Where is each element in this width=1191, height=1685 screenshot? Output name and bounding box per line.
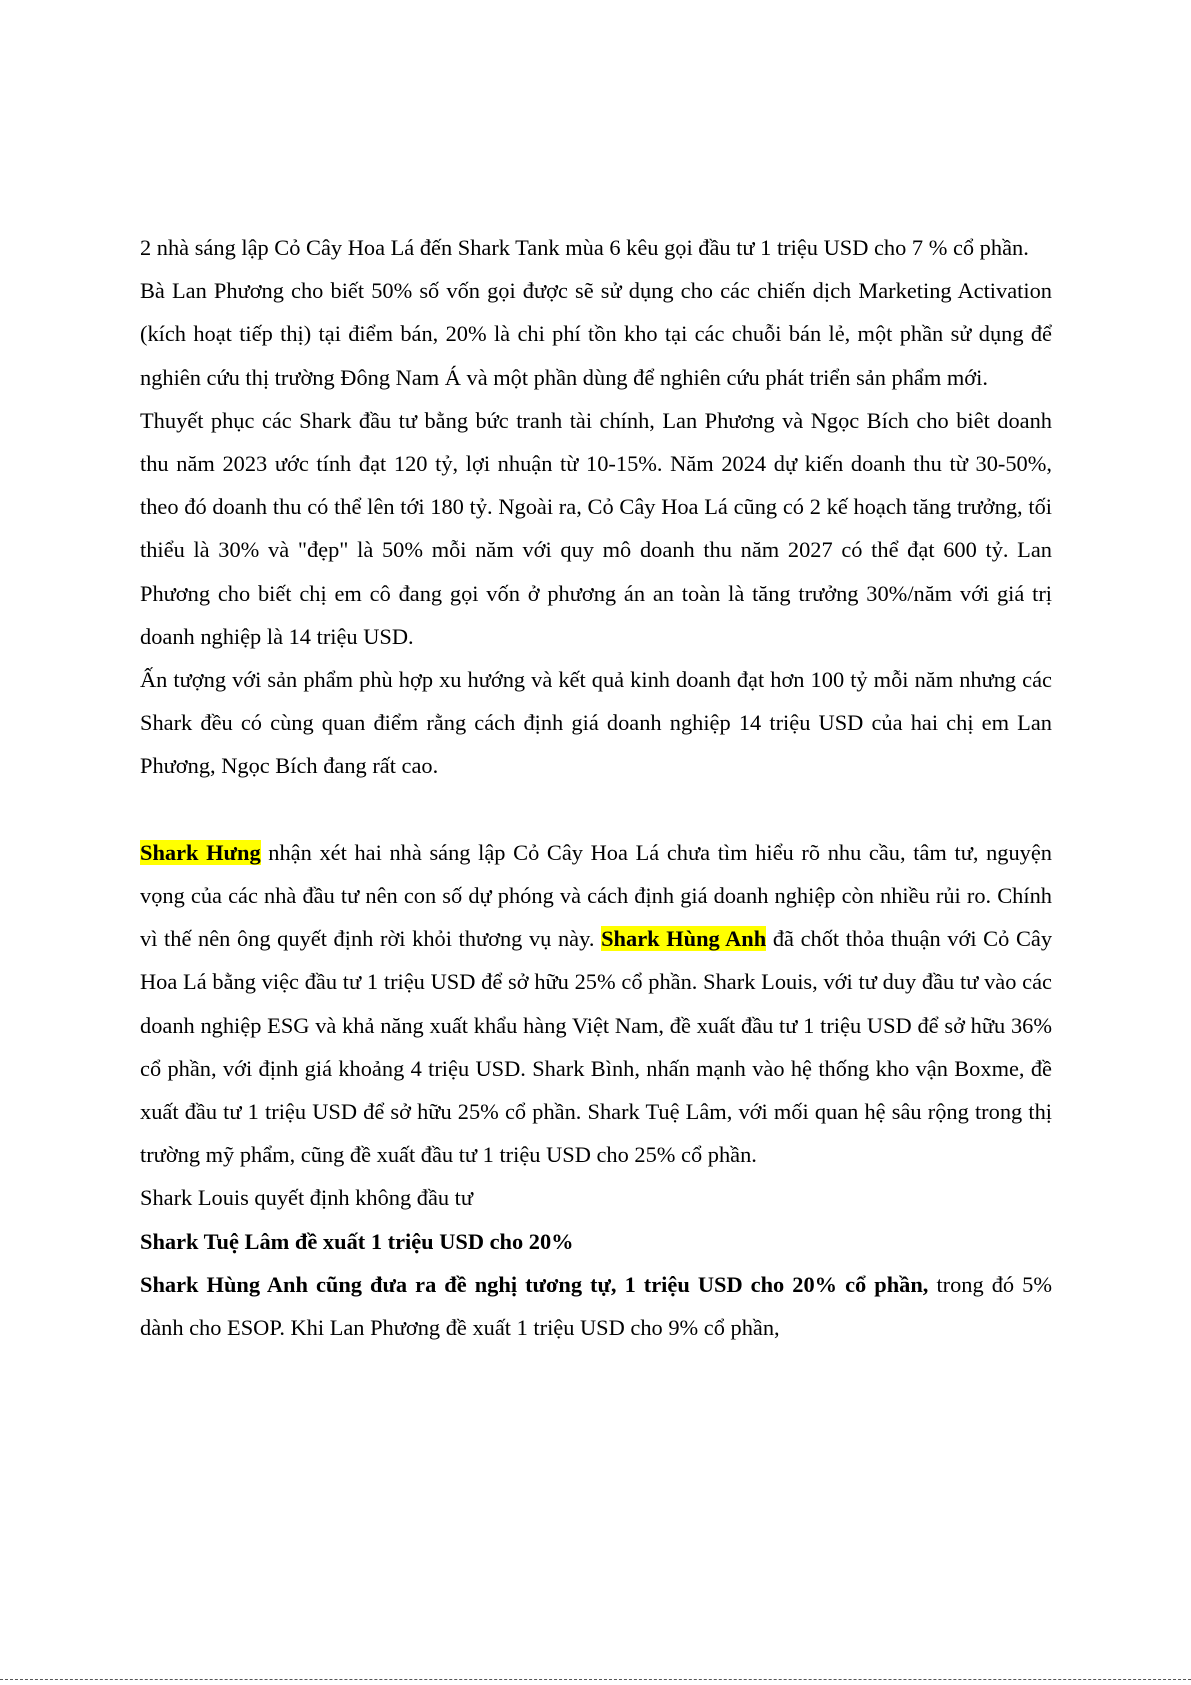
paragraph-hung-anh-offer-bold: Shark Hùng Anh cũng đưa ra đề nghị tương tự, 1 triệu USD cho 20% cổ phần,: [140, 1271, 929, 1297]
paragraph-shark-offers-text-2: đã chốt thỏa thuận với Cỏ Cây Hoa Lá bằng việc đầu tư 1 triệu USD để sở hữu 25% cổ phần. Shark Louis, với tư duy đầu tư vào các doanh nghiệp ESG và khả năng xuất khẩu hàng Việt Nam, đề xuất đầu tư 1 triệu USD để sở hữu 36% cổ phần, với định giá khoảng 4 triệu USD. Shark Bình, nhấn mạnh vào hệ thống kho vận Boxme, đề xuất đầu tư 1 triệu USD để sở hữu 25% cổ phần. Shark Tuệ Lâm, với mối quan hệ sâu rộng trong thị trường mỹ phẩm, cũng đề xuất đầu tư 1 triệu USD cho 25% cổ phần.: [140, 926, 1053, 1168]
paragraph-hung-anh-offer-text: trong đó 5% dành cho ESOP. Khi Lan Phương đề xuất 1 triệu USD cho 9% cổ phần,: [140, 1271, 1053, 1341]
paragraph-shark-offers-text-1: nhận xét hai nhà sáng lập Cỏ Cây Hoa Lá chưa tìm hiểu rõ nhu cầu, tâm tư, nguyện vọng của các nhà đầu tư nên con số dự phóng và cách định giá doanh nghiệp còn nhiều rủi ro. Chính vì thế nên ông quyết định rời khỏi thương vụ này.: [140, 839, 1052, 952]
paragraph-tue-lam-offer: Shark Tuệ Lâm đề xuất 1 triệu USD cho 20%: [140, 1228, 574, 1254]
paragraph-intro: 2 nhà sáng lập Cỏ Cây Hoa Lá đến Shark Tank mùa 6 kêu gọi đầu tư 1 triệu USD cho 7 % cổ phần.: [140, 235, 1029, 260]
paragraph-financials: Thuyết phục các Shark đầu tư bằng bức tranh tài chính, Lan Phương và Ngọc Bích cho biêt doanh thu năm 2023 ước tính đạt 120 tỷ, lợi nhuận từ 10-15%. Năm 2024 dự kiến doanh thu từ 30-50%, theo đó doanh thu có thể lên tới 180 tỷ. Ngoài ra, Cỏ Cây Hoa Lá cũng có 2 kế hoạch tăng trưởng, tối thiểu là 30% và "đẹp" là 50% mỗi năm với quy mô doanh thu năm 2027 có thể đạt 600 tỷ. Lan Phương cho biết chị em cô đang gọi vốn ở phương án an toàn là tăng trưởng 30%/năm với giá trị doanh nghiệp là 14 triệu USD.: [140, 407, 1052, 649]
paragraph-capital-use: Bà Lan Phương cho biết 50% số vốn gọi được sẽ sử dụng cho các chiến dịch Marketing Activation (kích hoạt tiếp thị) tại điểm bán, 20% là chi phí tồn kho tại các chuỗi bán lẻ, một phần sử dụng để nghiên cứu thị trường Đông Nam Á và một phần dùng để nghiên cứu phát triển sản phẩm mới.: [140, 278, 1052, 390]
paragraph-hung-anh-offer: [140, 1263, 1052, 1349]
highlight-shark-hung-anh: Shark Hùng Anh: [601, 926, 767, 952]
paragraph-shark-offers: [140, 831, 1052, 1177]
highlight-shark-hung: Shark Hưng: [140, 839, 261, 865]
page-bottom-rule: [0, 1679, 1191, 1680]
paragraph-louis-decision: Shark Louis quyết định không đầu tư: [140, 1185, 474, 1211]
document-body: [140, 226, 1052, 1349]
paragraph-valuation-opinion: Ấn tượng với sản phẩm phù hợp xu hướng và kết quả kinh doanh đạt hơn 100 tỷ mỗi năm nhưng các Shark đều có cùng quan điểm rằng cách định giá doanh nghiệp 14 triệu USD của hai chị em Lan Phương, Ngọc Bích đang rất cao.: [140, 667, 1052, 779]
paragraph-spacer: [140, 788, 1052, 831]
